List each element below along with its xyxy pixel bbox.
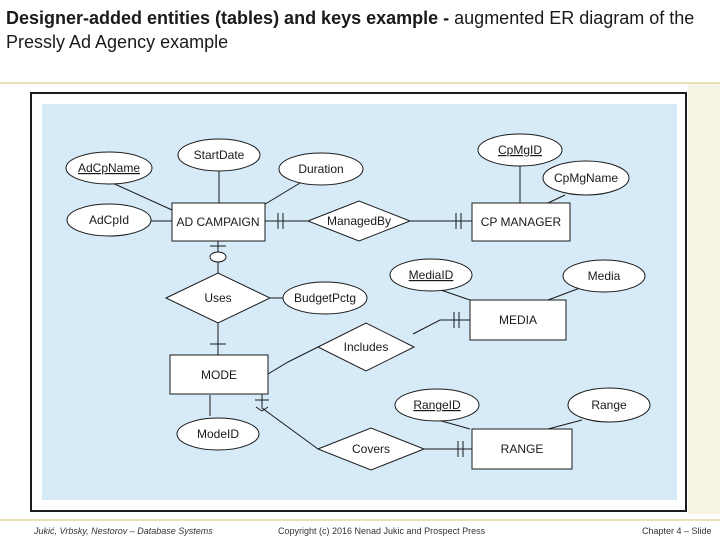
attr-range-label: Range bbox=[591, 398, 627, 412]
line-range bbox=[548, 420, 582, 429]
footer-copyright: Copyright (c) 2016 Nenad Jukic and Prospect Press bbox=[278, 526, 486, 536]
entity-media-label: MEDIA bbox=[498, 313, 538, 327]
rel-covers-label: Covers bbox=[351, 442, 391, 456]
rel-managedby-label: ManagedBy bbox=[326, 214, 392, 228]
attr-modeid-label: ModeID bbox=[196, 427, 240, 441]
footer-authors: Jukić, Vrbsky, Nestorov – Database Systems bbox=[34, 526, 213, 536]
entity-ad-campaign-label: AD CAMPAIGN bbox=[176, 215, 260, 229]
slide-title-bold: Designer-added entities (tables) and keys example - bbox=[6, 8, 450, 28]
footer-chapter: Chapter 4 – Slide bbox=[642, 526, 712, 536]
line-media bbox=[548, 288, 580, 300]
attr-cpmgname-label: CpMgName bbox=[553, 171, 619, 185]
attr-mediaid-label: MediaID bbox=[408, 268, 454, 282]
attr-rangeid-label: RangeID bbox=[413, 398, 461, 412]
attr-cpmgid-label: CpMgID bbox=[497, 143, 543, 157]
attr-budgetpctg-label: BudgetPctg bbox=[293, 291, 357, 305]
optional-circle bbox=[210, 252, 226, 262]
attr-duration-label: Duration bbox=[298, 162, 344, 176]
entity-range-label: RANGE bbox=[500, 442, 544, 456]
attr-adcpid-label: AdCpId bbox=[88, 213, 130, 227]
line-mode-covers bbox=[262, 394, 318, 449]
slide-title-rest: augmented ER diagram of the Pressly Ad Agency example bbox=[6, 8, 695, 52]
rel-includes-label: Includes bbox=[343, 340, 389, 354]
line-includes-media bbox=[413, 320, 470, 334]
footer-divider bbox=[0, 519, 720, 521]
attr-startdate-label: StartDate bbox=[193, 148, 245, 162]
mark-covers-2 bbox=[256, 407, 262, 411]
attr-adcpname-label: AdCpName bbox=[77, 161, 141, 175]
attr-media-label: Media bbox=[587, 269, 621, 283]
rel-uses-label: Uses bbox=[204, 291, 232, 305]
line-cpmgname bbox=[548, 195, 565, 203]
entity-mode-label: MODE bbox=[201, 368, 237, 382]
line-duration bbox=[262, 183, 300, 206]
line-includes-mode bbox=[268, 347, 318, 374]
entity-cp-manager-label: CP MANAGER bbox=[480, 215, 562, 229]
